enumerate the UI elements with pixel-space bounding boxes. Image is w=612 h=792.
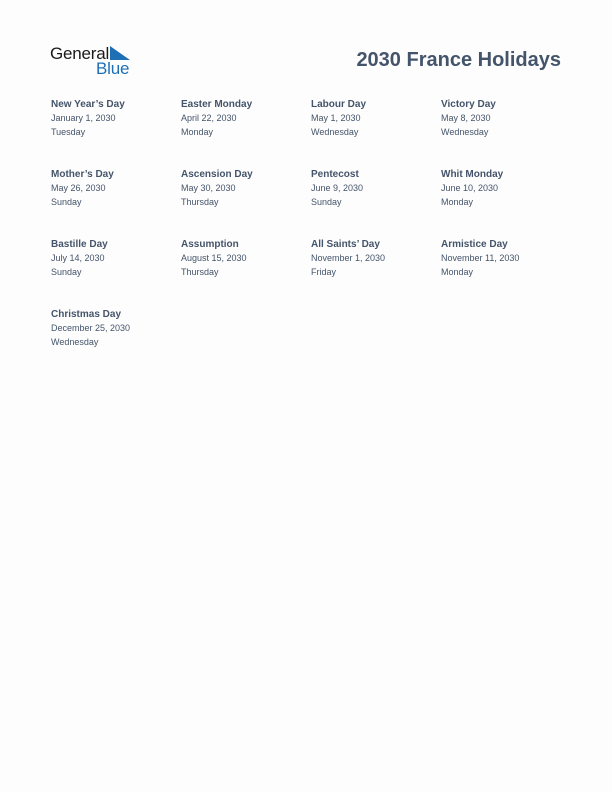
holiday-name: Labour Day [311,99,367,110]
holiday-date: August 15, 2030 [181,253,247,263]
holiday-weekday: Wednesday [51,336,99,347]
logo-text-blue: Blue [96,59,130,78]
holiday-date: January 1, 2030 [51,113,116,123]
logo-text-general: General [50,44,110,63]
logo-triangle-icon [110,46,130,60]
holiday-name: Christmas Day [51,309,122,320]
holiday-name: Victory Day [441,99,496,110]
holiday-weekday: Sunday [51,266,82,277]
holiday-name: Whit Monday [441,169,504,180]
holiday-weekday: Monday [441,196,474,207]
holiday-item [181,168,309,209]
holiday-item [51,238,179,279]
holiday-item [51,168,179,209]
holiday-date: December 25, 2030 [51,323,131,333]
holiday-date: June 10, 2030 [441,183,499,193]
holiday-weekday: Monday [441,266,474,277]
holiday-item [441,168,569,209]
holiday-name: Pentecost [311,169,359,180]
holiday-date: November 1, 2030 [311,253,386,263]
holiday-weekday: Tuesday [51,126,86,137]
holiday-name: Assumption [181,239,239,250]
holiday-date: May 1, 2030 [311,113,361,123]
holiday-item [181,98,309,139]
holiday-date: April 22, 2030 [181,113,237,123]
holiday-weekday: Sunday [51,196,82,207]
logo [50,44,134,78]
holiday-date: May 8, 2030 [441,113,491,123]
holiday-name: Mother’s Day [51,169,114,180]
holiday-name: Ascension Day [181,169,253,180]
holiday-name: Easter Monday [181,99,253,110]
holiday-item [51,98,179,139]
holiday-item [51,308,179,349]
holiday-date: June 9, 2030 [311,183,364,193]
holiday-item [311,98,439,139]
holiday-item [441,238,569,279]
holiday-item [311,168,439,209]
holiday-name: All Saints’ Day [311,239,380,250]
holiday-date: May 26, 2030 [51,183,106,193]
holiday-weekday: Thursday [181,196,219,207]
page-title: 2030 France Holidays [356,49,561,71]
holiday-weekday: Wednesday [441,126,489,137]
holiday-item [311,238,439,279]
holiday-weekday: Friday [311,266,337,277]
holiday-item [441,98,569,139]
holiday-weekday: Wednesday [311,126,359,137]
holiday-date: November 11, 2030 [441,253,520,263]
holiday-weekday: Monday [181,126,214,137]
holiday-weekday: Thursday [181,266,219,277]
holiday-date: May 30, 2030 [181,183,236,193]
holiday-weekday: Sunday [311,196,342,207]
holiday-item [181,238,309,279]
holiday-date: July 14, 2030 [51,253,105,263]
holiday-name: New Year’s Day [51,99,125,110]
holiday-name: Armistice Day [441,239,508,250]
holiday-name: Bastille Day [51,239,108,250]
